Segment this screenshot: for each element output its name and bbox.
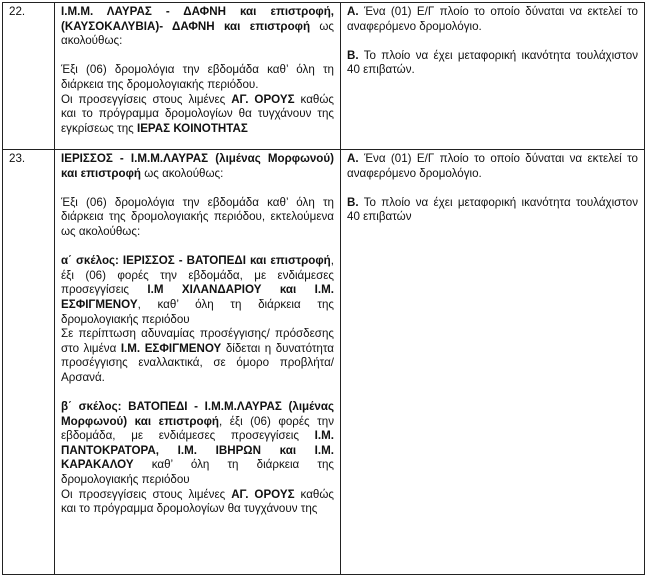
text: Έξι (06) δρομολόγια την εβδομάδα καθ’ όλη τη διάρκεια της δρομολογιακής περιόδου. <box>61 63 334 91</box>
bold-text: ΑΓ. ΟΡΟΥΣ <box>231 487 295 501</box>
paragraph-gap <box>61 386 334 401</box>
paragraph-gap <box>61 240 334 255</box>
paragraph-gap <box>61 181 334 196</box>
paragraph-gap <box>347 34 638 49</box>
bold-text: Β. <box>347 48 359 62</box>
bold-text: Α. <box>347 5 359 18</box>
text: Οι προσεγγίσεις στους λιμένες <box>61 92 232 106</box>
vessel-requirements <box>341 3 645 150</box>
paragraph <box>61 196 334 240</box>
bold-text: Ι.Μ.Μ. ΛΑΥΡΑΣ - ΔΑΦΝΗ και επιστροφή, (ΚΑΥΣΟΚΑΛΥΒΙΑ)- ΔΑΦΝΗ και επιστροφή <box>61 5 334 33</box>
paragraph <box>61 63 334 92</box>
table-row <box>3 3 645 150</box>
text: ως ακολούθως: <box>61 19 334 48</box>
paragraph <box>61 254 334 327</box>
row-number: 23. <box>3 150 55 575</box>
paragraph <box>61 488 334 517</box>
paragraph <box>61 327 334 385</box>
table-row <box>3 150 645 575</box>
paragraph <box>347 196 638 225</box>
text: καθώς και το πρόγραμμα δρομολογίων θα τυγχάνουν της εγκρίσεως της <box>61 92 334 135</box>
text: Έξι (06) δρομολόγια την εβδομάδα καθ’ όλη τη διάρκεια της δρομολογιακής περιόδου, εκτελούμενα ως ακολούθως: <box>61 195 334 238</box>
bold-text: ΙΕΡΙΣΣΟΣ - Ι.Μ.Μ.ΛΑΥΡΑΣ (λιμένας Μορφωνού) και επιστροφή <box>61 152 334 180</box>
bold-text: Ι.Μ. ΕΣΦΙΓΜΕΝΟΥ <box>120 341 222 355</box>
text: δίδεται η δυνατότητα προσέγγισης εναλλακτικά, σε όμορο προβλήτα/Αρσανά. <box>61 341 334 384</box>
text: , έξι (06) φορές την εβδομάδα, με ενδιάμεσες προσεγγίσεις <box>61 414 334 443</box>
paragraph-gap <box>61 49 334 64</box>
text: , έξι (06) φορές την εβδομάδα, με ενδιάμεσες προσεγγίσεις <box>61 254 334 297</box>
bold-text: Ι.Μ ΧΙΛΑΝΔΑΡΙΟΥ και Ι.Μ. ΕΣΦΙΓΜΕΝΟΥ <box>61 283 334 311</box>
bold-text: Α. <box>347 152 359 165</box>
paragraph <box>61 5 334 49</box>
paragraph <box>61 400 334 488</box>
paragraph <box>347 5 638 34</box>
routes-table <box>2 2 645 575</box>
text: Σε περίπτωση αδυναμίας προσέγγισης/ πρόσδεσης στο λιμένα <box>61 327 334 355</box>
row-number: 22. <box>3 3 55 150</box>
paragraph <box>347 49 638 78</box>
bold-text: Β. <box>347 195 359 209</box>
vessel-requirements <box>341 150 645 575</box>
route-description <box>55 3 341 150</box>
paragraph <box>347 152 638 181</box>
text: Ένα (01) Ε/Γ πλοίο το οποίο δύναται να εκτελεί το αναφερόμενο δρομολόγιο. <box>347 152 638 180</box>
text: Το πλοίο να έχει μεταφορική ικανότητα τουλάχιστον 40 επιβατών. <box>347 48 638 77</box>
bold-text: ΑΓ. ΟΡΟΥΣ <box>231 92 295 106</box>
text: , καθ’ όλη τη διάρκεια της δρομολογιακής περιόδου <box>61 297 334 326</box>
text: Οι προσεγγίσεις στους λιμένες <box>61 487 232 501</box>
bold-text: Ι.Μ. ΠΑΝΤΟΚΡΑΤΟΡΑ, Ι.Μ. ΙΒΗΡΩΝ και Ι.Μ. ΚΑΡΑΚΑΛΟΥ <box>61 429 334 472</box>
route-description <box>55 150 341 575</box>
text: Το πλοίο να έχει μεταφορική ικανότητα τουλάχιστον 40 επιβατών <box>347 195 638 224</box>
paragraph <box>61 152 334 181</box>
text: καθ’ όλη τη διάρκεια της δρομολογιακής περιόδου <box>61 458 334 487</box>
bold-text: ΙΕΡΑΣ ΚΟΙΝΟΤΗΤΑΣ <box>136 121 248 135</box>
text: καθώς και το πρόγραμμα δρομολογίων θα τυγχάνουν της <box>61 487 334 516</box>
bold-text: α΄ σκέλος: ΙΕΡΙΣΣΟΣ - ΒΑΤΟΠΕΔΙ και επιστροφή <box>61 254 331 268</box>
bold-text: β΄ σκέλος: ΒΑΤΟΠΕΔΙ - Ι.Μ.Μ.ΛΑΥΡΑΣ (λιμένας Μορφωνού) και επιστροφή <box>61 400 334 428</box>
text: ως ακολούθως: <box>140 166 224 180</box>
paragraph <box>61 93 334 137</box>
text: Ένα (01) Ε/Γ πλοίο το οποίο δύναται να εκτελεί το αναφερόμενο δρομολόγιο. <box>347 5 638 33</box>
paragraph-gap <box>347 181 638 196</box>
